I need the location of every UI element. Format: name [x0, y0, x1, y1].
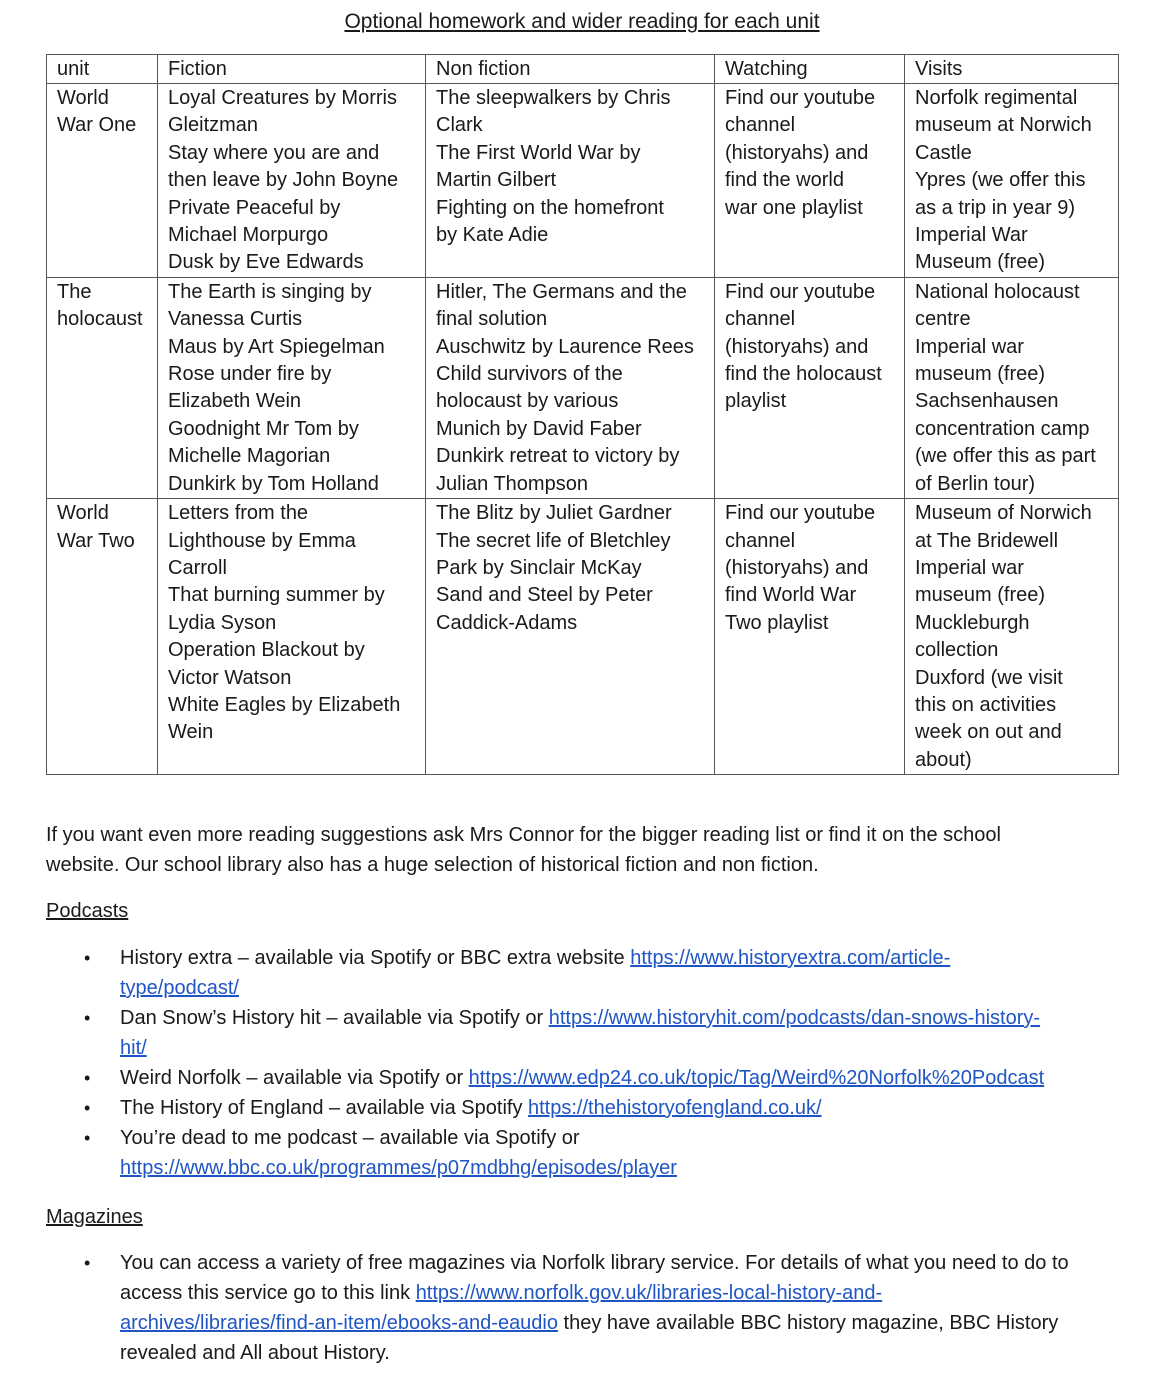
- cell-line: Norfolk regimental: [915, 87, 1078, 109]
- units-table: [46, 54, 1119, 775]
- cell-line: war one playlist: [725, 196, 863, 219]
- norfolk-library-link[interactable]: https://www.norfolk.gov.uk/libraries-local-history-and-: [415, 1282, 883, 1304]
- header-fiction: Fiction: [158, 55, 426, 84]
- cell-line: Victor Watson: [168, 666, 292, 689]
- cell-line: about): [915, 748, 972, 771]
- cell-line: Child survivors of the: [436, 363, 623, 386]
- bullet-icon: •: [84, 1098, 91, 1118]
- list-item: [46, 1093, 1136, 1123]
- cell-line: Private Peaceful by: [168, 196, 341, 219]
- magazines-heading: Magazines: [46, 1206, 143, 1228]
- cell-line: Two playlist: [725, 611, 829, 634]
- unit-cell: [47, 84, 158, 278]
- cell-line: Stay where you are and: [168, 141, 380, 164]
- cell-line: National holocaust: [915, 280, 1080, 303]
- cell-line: Museum (free): [915, 251, 1046, 274]
- cell-line: White Eagles by Elizabeth: [168, 693, 401, 716]
- list-item: [46, 1123, 1136, 1183]
- table-row: [47, 277, 1119, 498]
- cell-line: museum at Norwich: [915, 114, 1092, 137]
- cell-line: Letters from the: [168, 502, 309, 525]
- cell-line: holocaust: [57, 308, 143, 331]
- cell-line: War Two: [57, 529, 135, 552]
- magazine-text: You can access a variety of free magazines via Norfolk library service. For details of what you need to do to: [120, 1252, 1069, 1274]
- visits-cell: [905, 499, 1119, 775]
- podcast-link[interactable]: https://www.edp24.co.uk/topic/Tag/Weird%20Norfolk%20Podcast: [468, 1067, 1045, 1089]
- cell-line: Dunkirk retreat to victory by: [436, 445, 680, 468]
- cell-line: Loyal Creatures by Morris: [168, 87, 397, 109]
- cell-line: Park by Sinclair McKay: [436, 556, 642, 579]
- cell-line: Dusk by Eve Edwards: [168, 251, 364, 274]
- cell-line: of Berlin tour): [915, 472, 1036, 495]
- cell-line: Michael Morpurgo: [168, 224, 329, 247]
- cell-line: The First World War by: [436, 141, 641, 164]
- cell-line: Martin Gilbert: [436, 169, 557, 192]
- cell-line: Museum of Norwich: [915, 502, 1092, 525]
- cell-line: Julian Thompson: [436, 472, 588, 495]
- visits-cell: [905, 277, 1119, 498]
- cell-line: Rose under fire by: [168, 363, 332, 386]
- cell-line: (historyahs) and: [725, 556, 869, 579]
- page-title: Optional homework and wider reading for each unit: [344, 10, 820, 33]
- podcast-link[interactable]: https://www.historyextra.com/article-: [630, 947, 951, 969]
- watching-cell: [715, 499, 905, 775]
- cell-line: find World War: [725, 584, 857, 607]
- cell-line: Muckleburgh: [915, 611, 1030, 634]
- cell-line: The: [57, 280, 92, 303]
- cell-line: Michelle Magorian: [168, 445, 331, 468]
- cell-line: then leave by John Boyne: [168, 169, 399, 192]
- cell-line: World: [57, 87, 109, 109]
- cell-line: Hitler, The Germans and the: [436, 280, 687, 303]
- podcasts-heading: Podcasts: [46, 900, 129, 922]
- podcast-description: Dan Snow’s History hit – available via Spotify or: [120, 1007, 549, 1029]
- podcast-description: The History of England – available via Spotify: [120, 1097, 528, 1119]
- fiction-cell: [158, 277, 426, 498]
- podcast-link[interactable]: https://www.bbc.co.uk/programmes/p07mdbhg/episodes/player: [120, 1157, 677, 1179]
- magazine-text: revealed and All about History.: [120, 1342, 390, 1364]
- fiction-cell: [158, 84, 426, 278]
- cell-line: find the holocaust: [725, 363, 882, 386]
- header-unit: unit: [47, 55, 158, 84]
- podcast-list: [46, 943, 1136, 1183]
- unit-cell: [47, 499, 158, 775]
- list-item: [46, 1063, 1136, 1093]
- unit-cell: [47, 277, 158, 498]
- cell-line: by Kate Adie: [436, 224, 549, 247]
- cell-line: The sleepwalkers by Chris: [436, 87, 671, 109]
- cell-line: Duxford (we visit: [915, 666, 1063, 689]
- nonfiction-cell: [426, 84, 715, 278]
- cell-line: channel: [725, 529, 796, 552]
- cell-line: museum (free): [915, 363, 1046, 386]
- cell-line: at The Bridewell: [915, 529, 1059, 552]
- cell-line: centre: [915, 308, 971, 331]
- cell-line: Imperial war: [915, 335, 1024, 358]
- table-header-row: [47, 55, 1119, 84]
- cell-line: Elizabeth Wein: [168, 390, 302, 413]
- cell-line: Carroll: [168, 556, 227, 579]
- cell-line: holocaust by various: [436, 390, 619, 413]
- list-item: [46, 1248, 1136, 1368]
- cell-line: Imperial War: [915, 224, 1028, 247]
- norfolk-library-link[interactable]: archives/libraries/find-an-item/ebooks-and-eaudio: [120, 1312, 558, 1334]
- podcast-description: You’re dead to me podcast – available via Spotify or: [120, 1127, 580, 1149]
- cell-line: Operation Blackout by: [168, 639, 365, 662]
- cell-line: concentration camp: [915, 417, 1090, 440]
- table-row: [47, 499, 1119, 775]
- podcast-link[interactable]: https://www.historyhit.com/podcasts/dan-snows-history-: [548, 1007, 1041, 1029]
- watching-cell: [715, 277, 905, 498]
- magazine-text: access this service go to this link: [120, 1282, 416, 1304]
- cell-line: Gleitzman: [168, 114, 259, 137]
- cell-line: Find our youtube: [725, 280, 876, 303]
- cell-line: Munich by David Faber: [436, 417, 642, 440]
- bullet-icon: •: [84, 1008, 91, 1028]
- cell-line: War One: [57, 114, 137, 137]
- intro-paragraph: [46, 820, 1126, 880]
- cell-line: week on out and: [915, 721, 1062, 744]
- cell-line: Goodnight Mr Tom by: [168, 417, 359, 440]
- bullet-icon: •: [84, 1068, 91, 1088]
- visits-cell: [905, 84, 1119, 278]
- cell-line: That burning summer by: [168, 584, 385, 607]
- cell-line: The secret life of Bletchley: [436, 529, 671, 552]
- cell-line: channel: [725, 114, 796, 137]
- cell-line: find the world: [725, 169, 844, 192]
- cell-line: (we offer this as part: [915, 445, 1096, 468]
- magazine-list: [46, 1248, 1136, 1368]
- cell-line: The Earth is singing by: [168, 280, 372, 303]
- cell-line: (historyahs) and: [725, 335, 869, 358]
- cell-line: final solution: [436, 308, 548, 331]
- fiction-cell: [158, 499, 426, 775]
- nonfiction-cell: [426, 499, 715, 775]
- cell-line: Dunkirk by Tom Holland: [168, 472, 379, 495]
- nonfiction-cell: [426, 277, 715, 498]
- bullet-icon: •: [84, 1128, 91, 1148]
- header-nonfiction: Non fiction: [426, 55, 715, 84]
- cell-line: Vanessa Curtis: [168, 308, 303, 331]
- list-item: [46, 1003, 1136, 1063]
- podcast-link[interactable]: https://thehistoryofengland.co.uk/: [528, 1097, 822, 1119]
- cell-line: Caddick-Adams: [436, 611, 578, 634]
- table-row: [47, 84, 1119, 278]
- cell-line: Find our youtube: [725, 87, 876, 109]
- cell-line: Lydia Syson: [168, 611, 277, 634]
- podcast-description: Weird Norfolk – available via Spotify or: [120, 1067, 469, 1089]
- cell-line: as a trip in year 9): [915, 196, 1076, 219]
- cell-line: The Blitz by Juliet Gardner: [436, 502, 672, 525]
- watching-cell: [715, 84, 905, 278]
- cell-line: Clark: [436, 114, 483, 137]
- bullet-icon: •: [84, 948, 91, 968]
- table-body: [47, 84, 1119, 775]
- podcast-link[interactable]: hit/: [120, 1037, 147, 1059]
- cell-line: Sachsenhausen: [915, 390, 1059, 413]
- cell-line: museum (free): [915, 584, 1046, 607]
- list-item: [46, 943, 1136, 1003]
- cell-line: Wein: [168, 721, 214, 744]
- bullet-icon: •: [84, 1253, 91, 1273]
- cell-line: Auschwitz by Laurence Rees: [436, 335, 694, 358]
- cell-line: Ypres (we offer this: [915, 169, 1086, 192]
- cell-line: playlist: [725, 390, 787, 413]
- cell-line: Maus by Art Spiegelman: [168, 335, 385, 358]
- header-visits: Visits: [905, 55, 1119, 84]
- cell-line: Castle: [915, 141, 972, 164]
- cell-line: Sand and Steel by Peter: [436, 584, 653, 607]
- cell-line: World: [57, 502, 109, 525]
- cell-line: collection: [915, 639, 999, 662]
- cell-line: Fighting on the homefront: [436, 196, 664, 219]
- magazine-text: they have available BBC history magazine, BBC History: [558, 1312, 1059, 1334]
- cell-line: this on activities: [915, 693, 1057, 716]
- intro-line: If you want even more reading suggestions ask Mrs Connor for the bigger reading list or find it on the school: [46, 824, 1001, 846]
- header-watching: Watching: [715, 55, 905, 84]
- cell-line: Lighthouse by Emma: [168, 529, 356, 552]
- podcast-link[interactable]: type/podcast/: [120, 977, 239, 999]
- cell-line: Imperial war: [915, 556, 1024, 579]
- intro-line: website. Our school library also has a huge selection of historical fiction and non fiction.: [46, 854, 819, 876]
- cell-line: Find our youtube: [725, 502, 876, 525]
- cell-line: channel: [725, 308, 796, 331]
- podcast-description: History extra – available via Spotify or BBC extra website: [120, 947, 631, 969]
- cell-line: (historyahs) and: [725, 141, 869, 164]
